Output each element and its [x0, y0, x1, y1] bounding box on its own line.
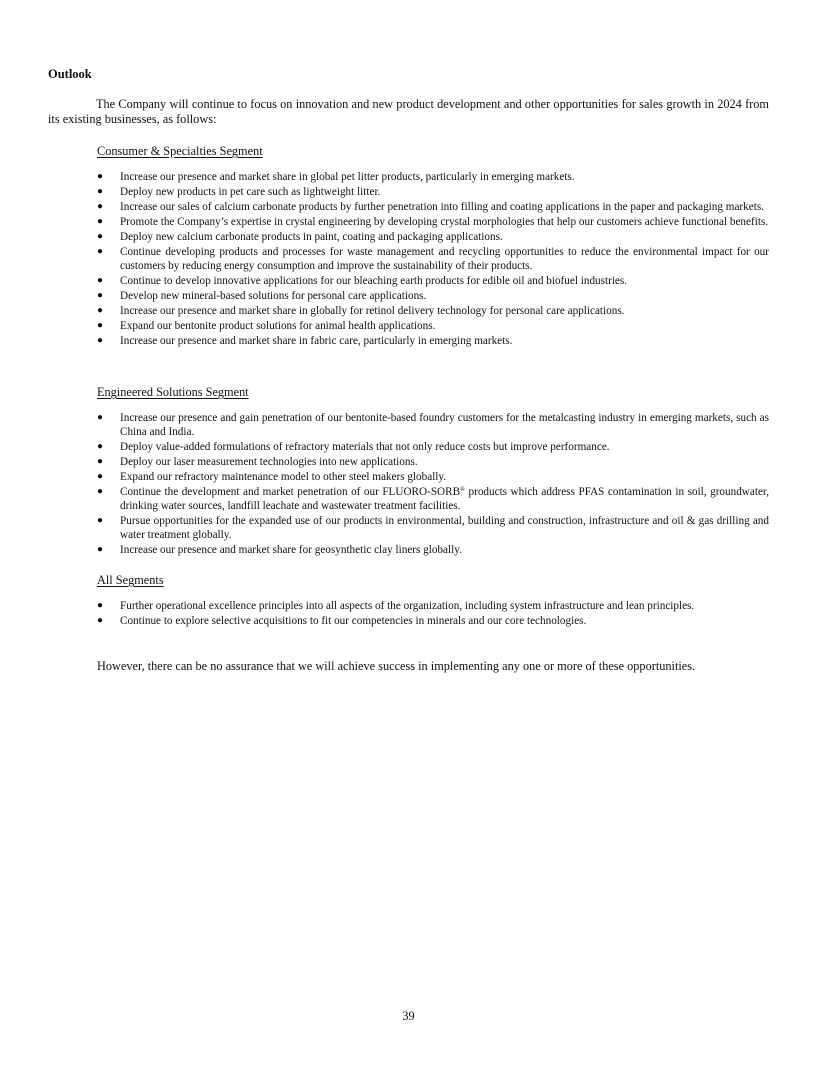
bullet-icon: ●	[97, 486, 104, 497]
list-item	[97, 304, 769, 318]
list-item-text: Increase our presence and market share for geosynthetic clay liners globally.	[120, 544, 462, 556]
bullet-icon: ●	[97, 600, 104, 611]
list-item-text: Deploy our laser measurement technologies into new applications.	[120, 456, 418, 468]
bullet-icon: ●	[97, 515, 104, 526]
list-item	[97, 289, 769, 303]
intro-paragraph: The Company will continue to focus on innovation and new product development and other opportunities for sales growth in 2024 from its existing businesses, as follows:	[48, 97, 769, 127]
list-item	[97, 230, 769, 244]
bullet-icon: ●	[97, 544, 104, 555]
list-item-text: Further operational excellence principles into all aspects of the organization, including system infrastructure and lean principles.	[120, 600, 695, 612]
list-item	[97, 543, 769, 557]
bullet-list-all-segments	[97, 599, 769, 629]
segment-title-all-segments: All Segments	[97, 573, 164, 587]
bullet-icon: ●	[97, 216, 104, 227]
bullet-icon: ●	[97, 335, 104, 346]
list-item-text: Increase our sales of calcium carbonate products by further penetration into filling and coating applications in the paper and packaging markets.	[120, 201, 764, 213]
list-item-text: Deploy new products in pet care such as lightweight litter.	[120, 186, 381, 198]
list-item-text: Increase our presence and market share in globally for retinol delivery technology for personal care applications.	[120, 305, 625, 317]
list-item	[97, 440, 769, 454]
bullet-icon: ●	[97, 456, 104, 467]
list-item-text: Continue to develop innovative applications for our bleaching earth products for edible oil and biofuel industries.	[120, 275, 628, 287]
list-item	[97, 614, 769, 628]
bullet-icon: ●	[97, 231, 104, 242]
list-item	[97, 274, 769, 288]
list-item-text: Expand our bentonite product solutions for animal health applications.	[120, 320, 436, 332]
list-item	[97, 514, 769, 542]
bullet-icon: ●	[97, 246, 104, 257]
list-item	[97, 411, 769, 439]
segment-title-engineered-solutions: Engineered Solutions Segment	[97, 385, 249, 399]
list-item-text: Increase our presence and market share in global pet litter products, particularly in emerging markets.	[120, 171, 575, 183]
list-item-text: Continue developing products and processes for waste management and recycling opportunities to reduce the environmental impact for our customers by reducing energy consumption and improve the sustainability of their products.	[120, 246, 769, 272]
list-item-text: Deploy new calcium carbonate products in paint, coating and packaging applications.	[120, 231, 503, 243]
bullet-icon: ●	[97, 320, 104, 331]
bullet-icon: ●	[97, 171, 104, 182]
closing-paragraph: However, there can be no assurance that we will achieve success in implementing any one or more of these opportunities.	[97, 659, 696, 673]
bullet-icon: ●	[97, 275, 104, 286]
bullet-icon: ●	[97, 471, 104, 482]
bullet-icon: ●	[97, 201, 104, 212]
list-item-text: Increase our presence and gain penetration of our bentonite-based foundry customers for the metalcasting industry in emerging markets, such as China and India.	[120, 412, 769, 438]
bullet-icon: ●	[97, 615, 104, 626]
list-item-text: Deploy value-added formulations of refractory materials that not only reduce costs but improve performance.	[120, 441, 610, 453]
list-item	[97, 470, 769, 484]
list-item	[97, 215, 769, 229]
bullet-icon: ●	[97, 412, 104, 423]
list-item	[97, 319, 769, 333]
list-item	[97, 455, 769, 469]
list-item	[97, 185, 769, 199]
bullet-icon: ●	[97, 186, 104, 197]
registered-trademark: ®	[460, 486, 465, 493]
list-item-text: Expand our refractory maintenance model to other steel makers globally.	[120, 471, 447, 483]
list-item-text: Increase our presence and market share in fabric care, particularly in emerging markets.	[120, 335, 513, 347]
list-item-text: Pursue opportunities for the expanded use of our products in environmental, building and construction, infrastructure and oil & gas drilling and water treatment globally.	[120, 515, 769, 541]
segment-title-consumer-specialties: Consumer & Specialties Segment	[97, 144, 263, 158]
bullet-icon: ●	[97, 305, 104, 316]
bullet-list-consumer-specialties	[97, 170, 769, 349]
page-number: 39	[402, 1009, 415, 1023]
list-item	[97, 245, 769, 273]
list-item	[97, 485, 769, 513]
bullet-icon: ●	[97, 441, 104, 452]
list-item	[97, 599, 769, 613]
list-item-text: Continue to explore selective acquisitions to fit our competencies in minerals and our core technologies.	[120, 615, 587, 627]
list-item	[97, 334, 769, 348]
list-item	[97, 170, 769, 184]
list-item-text-continued: products which address PFAS contamination in soil, groundwater, drinking water sources, landfill leachate and wastewater treatment facilities.	[120, 486, 769, 512]
list-item-text: Promote the Company’s expertise in crystal engineering by developing crystal morphologies that help our customers achieve functional benefits.	[120, 216, 769, 228]
list-item-text: Continue the development and market penetration of our FLUORO-SORB	[120, 486, 461, 498]
list-item	[97, 200, 769, 214]
bullet-list-engineered-solutions	[97, 411, 769, 558]
bullet-icon: ●	[97, 290, 104, 301]
list-item-text: Develop new mineral-based solutions for personal care applications.	[120, 290, 427, 302]
section-heading: Outlook	[48, 67, 92, 81]
